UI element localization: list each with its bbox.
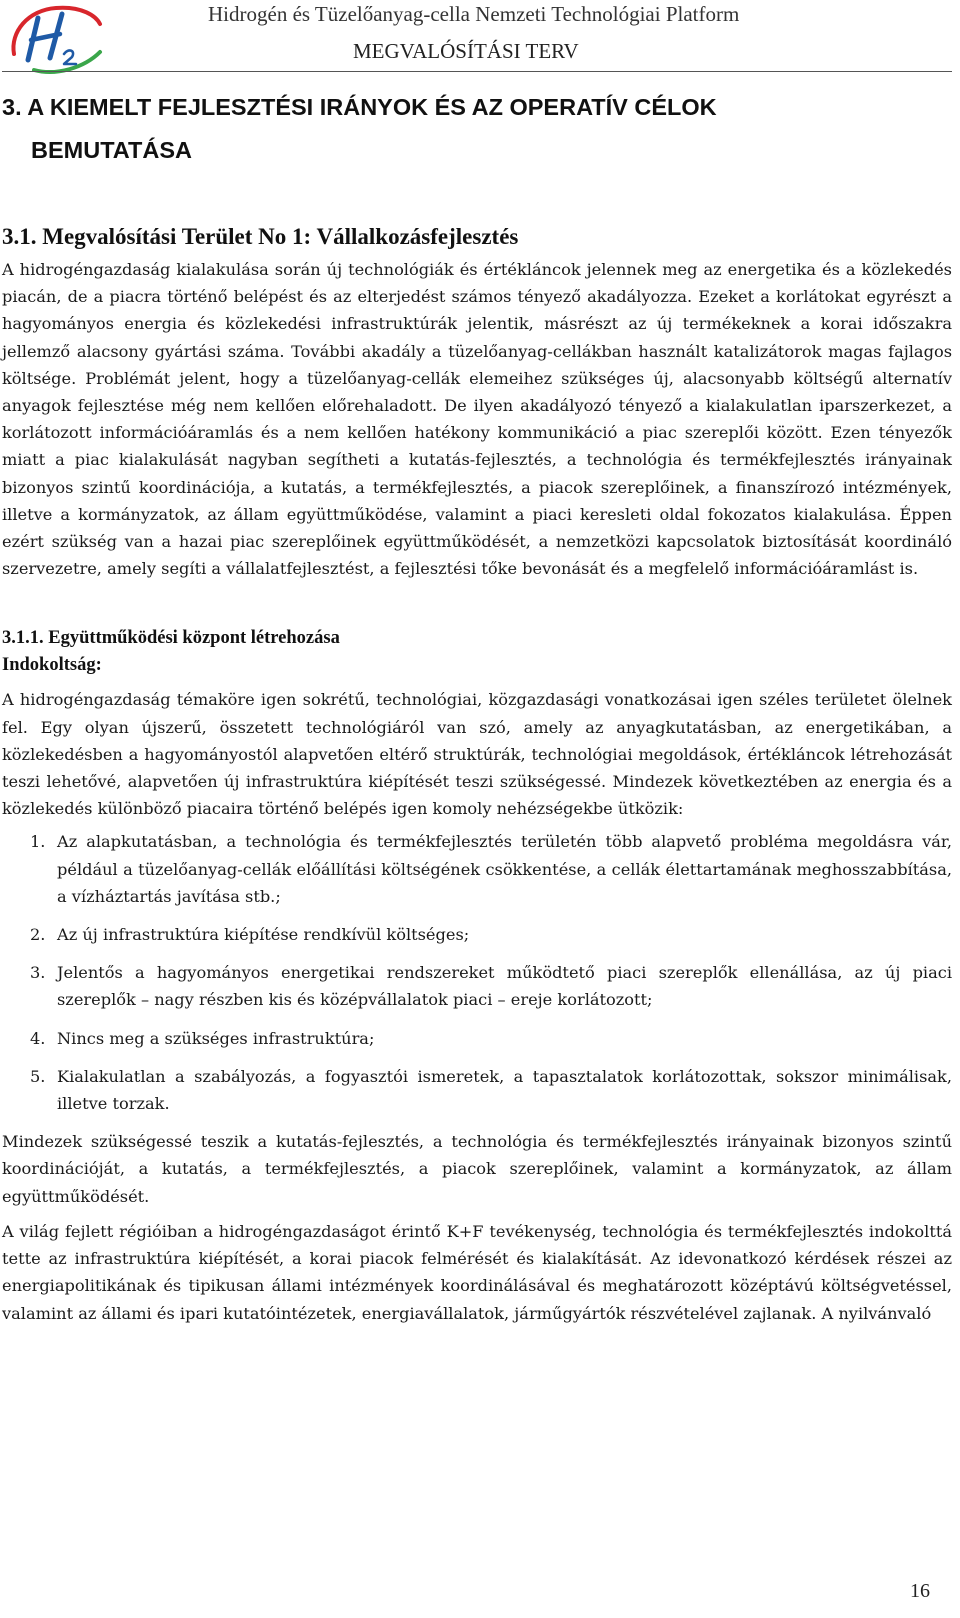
subsection-paragraph-3: A világ fejlett régióiban a hidrogéngazdaságot érintő K+F tevékenység, technológia és termékfejlesztés indokolttá tette az infrastruktúra kiépítését, a korai piacok felmérését és kialakítását. Az idevonatkozó kérdések részei az energiapolitikának és tipikusan állami intézmények koordinálásával és meghatározott középtávú költségvetéssel, valamint az állami és ipari kutatóintézetek, energiavállalatok, járműgyártók részvételével zajlanak. A nyilvánvaló [2, 1221, 952, 1323]
list-number: 3. [30, 963, 46, 983]
list-item [2, 959, 952, 1013]
list-text: Az új infrastruktúra kiépítése rendkívül költséges; [57, 925, 470, 945]
page-header [0, 0, 960, 76]
list-item [2, 828, 952, 910]
chapter-title-line1: 3. A KIEMELT FEJLESZTÉSI IRÁNYOK ÉS AZ OPERATÍV CÉLOK [2, 94, 717, 120]
h2-logo-icon [4, 2, 106, 76]
section-title: 3.1. Megvalósítási Terület No 1: Vállalkozásfejlesztés [2, 224, 519, 249]
header-divider [2, 71, 952, 72]
subsection-title: 3.1.1. Együttműködési központ létrehozása [2, 628, 340, 649]
list-text: Kialakulatlan a szabályozás, a fogyasztói ismeretek, a tapasztalatok korlátozottak, sokszor minimálisak, illetve torzak. [57, 1066, 952, 1114]
chapter-title-line2: BEMUTATÁSA [31, 137, 193, 163]
list-text: Nincs meg a szükséges infrastruktúra; [57, 1028, 375, 1048]
list-text: Az alapkutatásban, a technológia és termékfejlesztés területén több alapvető probléma megoldásra vár, például a tüzelőanyag-cellák előállítási költségének csökkentése, a cellák élettartamának meghosszabbítása, a vízháztartás javítása stb.; [57, 832, 952, 906]
spacer [2, 1210, 952, 1218]
header-document-title: MEGVALÓSÍTÁSI TERV [353, 39, 579, 63]
spacer [2, 582, 952, 628]
list-item [2, 921, 952, 948]
subsection-paragraph-2: Mindezek szükségessé teszik a kutatás-fejlesztés, a technológia és termékfejlesztés irányainak bizonyos szintű koordinációját, a kutatás, a termékfejlesztés, a piacok szereplőinek, valamint a kormányzatok, az állam együttműködését. [2, 1132, 952, 1206]
list-item [2, 1063, 952, 1117]
justification-label: Indokoltság: [2, 655, 102, 676]
section-paragraph: A hidrogéngazdaság kialakulása során új technológiák és értékláncok jelennek meg az energetika és a közlekedés piacán, de a piacra történő belépést és az elterjedést számos tényező akadályozza. Ezeket a korlátokat egyrészt a hagyományos energia és közlekedési infrastruktúrák jelentik, másrészt az új termékeknek a korai időszakra jellemző alacsony gyártási száma. További akadály a tüzelőanyag-cellákban használt katalizátorok magas fajlagos költsége. Problémát jelent, hogy a tüzelőanyag-cellák elemeihez szükséges új, alacsonyabb költségű alternatív anyagok fejlesztése még nem kellően előrehaladott. De ilyen akadályozó tényező a kialakulatlan iparszerkezet, a korlátozott információáramlás és a nem kellően hatékony kommunikáció a piac szereplői között. Ezen tényezők miatt a piac kialakulását nagyban segítheti a kutatás-fejlesztés, a technológia és termékfejlesztés irányainak bizonyos szintű koordinációja, a kutatás, a termékfejlesztés, a piacok szereplőinek, a finanszírozó intézmények, illetve a kormányzatok, az állam együttműködése, valamint a piaci keresleti oldal fokozatos kialakulása. Éppen ezért szükség van a hazai piac szereplőinek együttműködését, a nemzetközi kapcsolatok biztosítását koordináló szervezetre, amely segíti a vállalatfejlesztést, a fejlesztési tőke bevonását és a megfelelő információáramlást is. [2, 260, 952, 579]
page-number: 16 [910, 1580, 930, 1602]
header-organization: Hidrogén és Tüzelőanyag-cella Nemzeti Technológiai Platform [208, 2, 740, 26]
list-text: Jelentős a hagyományos energetikai rendszereket működtető piaci szereplők ellenállása, az új piaci szereplők – nagy részben kis és középvállalatok piaci – ereje korlátozott; [57, 963, 952, 1010]
list-number: 5. [30, 1066, 46, 1086]
list-number: 4. [30, 1028, 46, 1048]
list-number: 1. [30, 832, 46, 852]
h2-logo [4, 2, 106, 76]
list-item [2, 1025, 952, 1052]
chapter-title [2, 86, 952, 172]
subsection-intro: A hidrogéngazdaság témaköre igen sokrétű, technológiai, közgazdasági vonatkozásai igen széles területet ölelnek fel. Egy olyan újszerű, összetett technológiáról van szó, amely az anyagkutatásban, az energetikában, a közlekedésben a hagyományostól alapvetően eltérő struktúrák, technológiai megoldások, értékláncok létrehozását teszi lehetővé, alapvetően új infrastruktúra kiépítését teszi szükségessé. Mindezek következtében az energia és a közlekedés különböző piacaira történő belépés igen komoly nehézségekbe ütközik: [2, 690, 952, 819]
difficulty-list [2, 828, 952, 1117]
document-body [2, 86, 952, 1327]
list-number: 2. [30, 925, 46, 945]
